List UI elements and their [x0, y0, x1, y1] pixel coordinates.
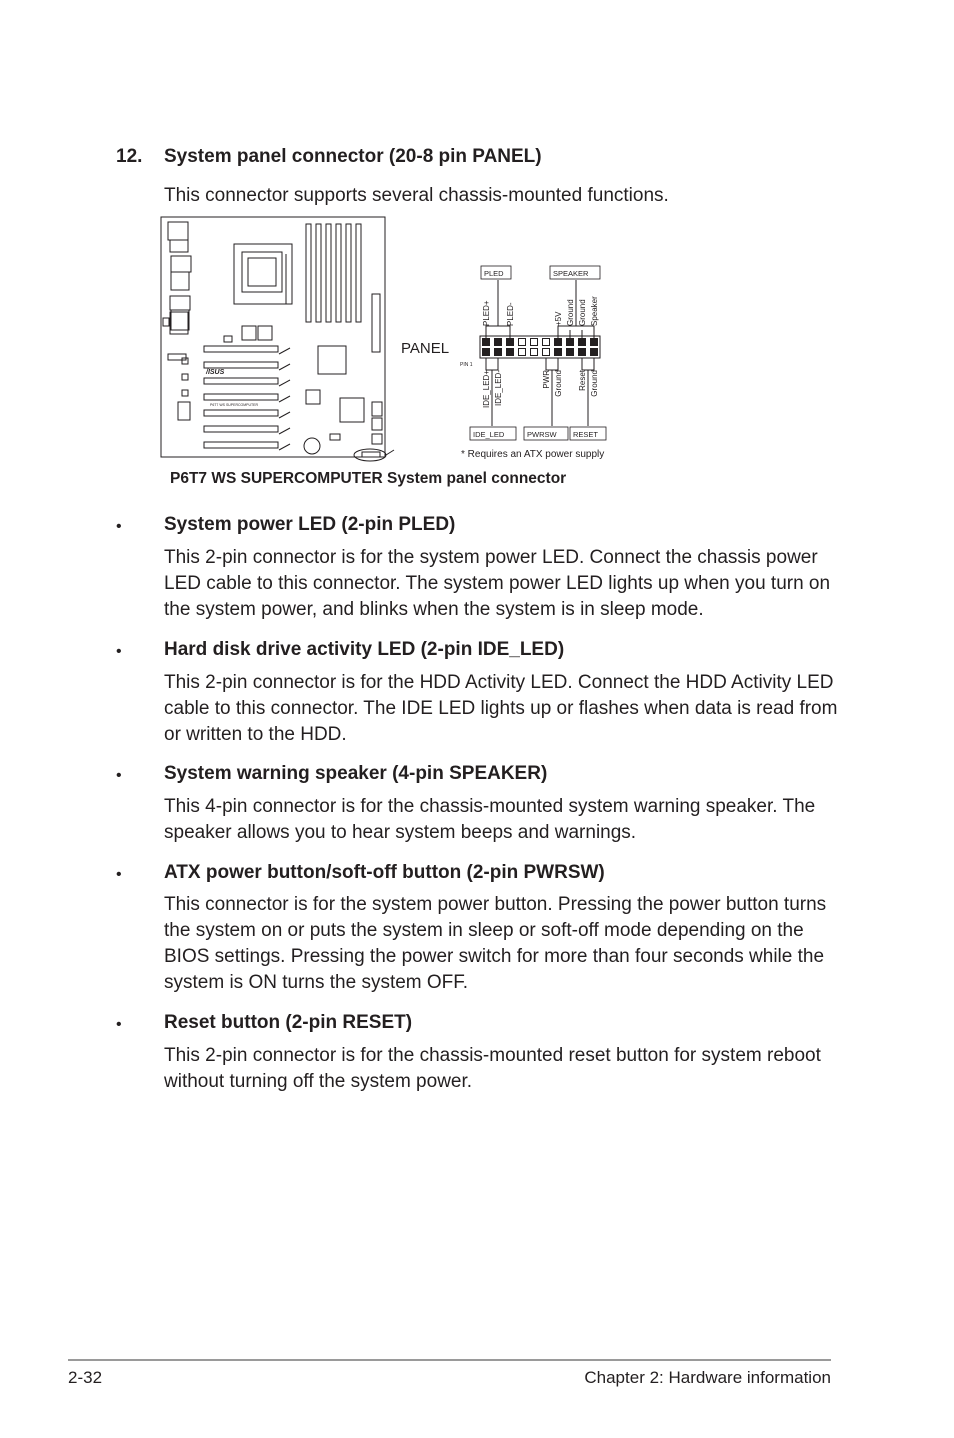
- bullet-marker: •: [116, 643, 122, 660]
- bullet-heading: Reset button (2-pin RESET): [164, 1012, 413, 1033]
- motherboard-slot-ticks: [279, 348, 290, 450]
- pin-label-ide-led-plus: IDE_LED+: [482, 370, 491, 409]
- bullet-body: This 2-pin connector is for the chassis-mounted reset button for system reboot without turning off the system power.: [164, 1045, 821, 1092]
- bullet-marker: •: [116, 1016, 122, 1033]
- bullet-heading: System warning speaker (4-pin SPEAKER): [164, 763, 548, 784]
- board-name-label: P6T7 WS SUPERCOMPUTER: [210, 403, 259, 407]
- section-intro: This connector supports several chassis-mounted functions.: [164, 185, 669, 206]
- footer-divider: [68, 1359, 831, 1361]
- pin-label-ground-4: Ground: [590, 370, 599, 397]
- motherboard-illustration: [161, 217, 394, 461]
- chapter-title: Chapter 2: Hardware information: [584, 1368, 831, 1387]
- section-number: 12.: [116, 146, 143, 167]
- pin-label-pled-minus: PLED-: [506, 302, 515, 326]
- bullet-heading: Hard disk drive activity LED (2-pin IDE_LED): [164, 639, 565, 660]
- panel-connector-diagram: [158, 214, 638, 464]
- pin-label-speaker: Speaker: [590, 296, 599, 326]
- pin-label-ground-2: Ground: [578, 299, 587, 326]
- diagram-caption: P6T7 WS SUPERCOMPUTER System panel connector: [170, 470, 567, 487]
- board-brand-logo: /ISUS: [206, 369, 225, 376]
- pin-label-reset: Reset: [578, 370, 587, 391]
- pin-label-ide-led-minus: IDE_LED-: [494, 370, 503, 407]
- pin-label-5v: +5V: [554, 311, 563, 326]
- panel-label: PANEL: [401, 340, 450, 357]
- bullet-heading: System power LED (2-pin PLED): [164, 514, 456, 535]
- pin-label-ground-1: Ground: [566, 299, 575, 326]
- bullet-marker: •: [116, 518, 122, 535]
- bullet-marker: •: [116, 767, 122, 784]
- power-supply-note: * Requires an ATX power supply: [461, 449, 605, 460]
- pin-label-pled-plus: PLED+: [482, 300, 491, 326]
- bullet-body: This 4-pin connector is for the chassis-mounted system warning speaker. The speaker allows you to hear system beeps and warnings.: [164, 796, 816, 843]
- pin1-label: PIN 1: [460, 362, 473, 368]
- bullet-marker: •: [116, 866, 122, 883]
- group-label-ide-led: IDE_LED: [473, 430, 505, 439]
- pin-label-ground-3: Ground: [554, 370, 563, 397]
- bullet-heading: ATX power button/soft-off button (2-pin PWRSW): [164, 862, 605, 883]
- pin-label-pwr: PWR: [542, 370, 551, 389]
- group-label-pwrsw: PWRSW: [527, 430, 557, 439]
- group-label-pled: PLED: [484, 269, 504, 278]
- bullet-body: This 2-pin connector is for the HDD Activity LED. Connect the HDD Activity LED cable to this connector. The IDE LED lights up or flashes when data is read from or written to the HDD.: [164, 672, 838, 745]
- group-label-speaker: SPEAKER: [553, 269, 589, 278]
- bullet-body: This connector is for the system power button. Pressing the power button turns the system on or puts the system in sleep or soft-off mode depending on the BIOS settings. Pressing the power switch for more than four seconds while the system is ON turns the system OFF.: [164, 894, 827, 993]
- page-number: 2-32: [68, 1368, 103, 1387]
- section-title: System panel connector (20-8 pin PANEL): [164, 146, 542, 167]
- bullet-body: This 2-pin connector is for the system power LED. Connect the chassis power LED cable to this connector. The system power LED lights up when you turn on the system power, and blinks when the system is in sleep mode.: [164, 547, 831, 620]
- group-label-reset: RESET: [573, 430, 599, 439]
